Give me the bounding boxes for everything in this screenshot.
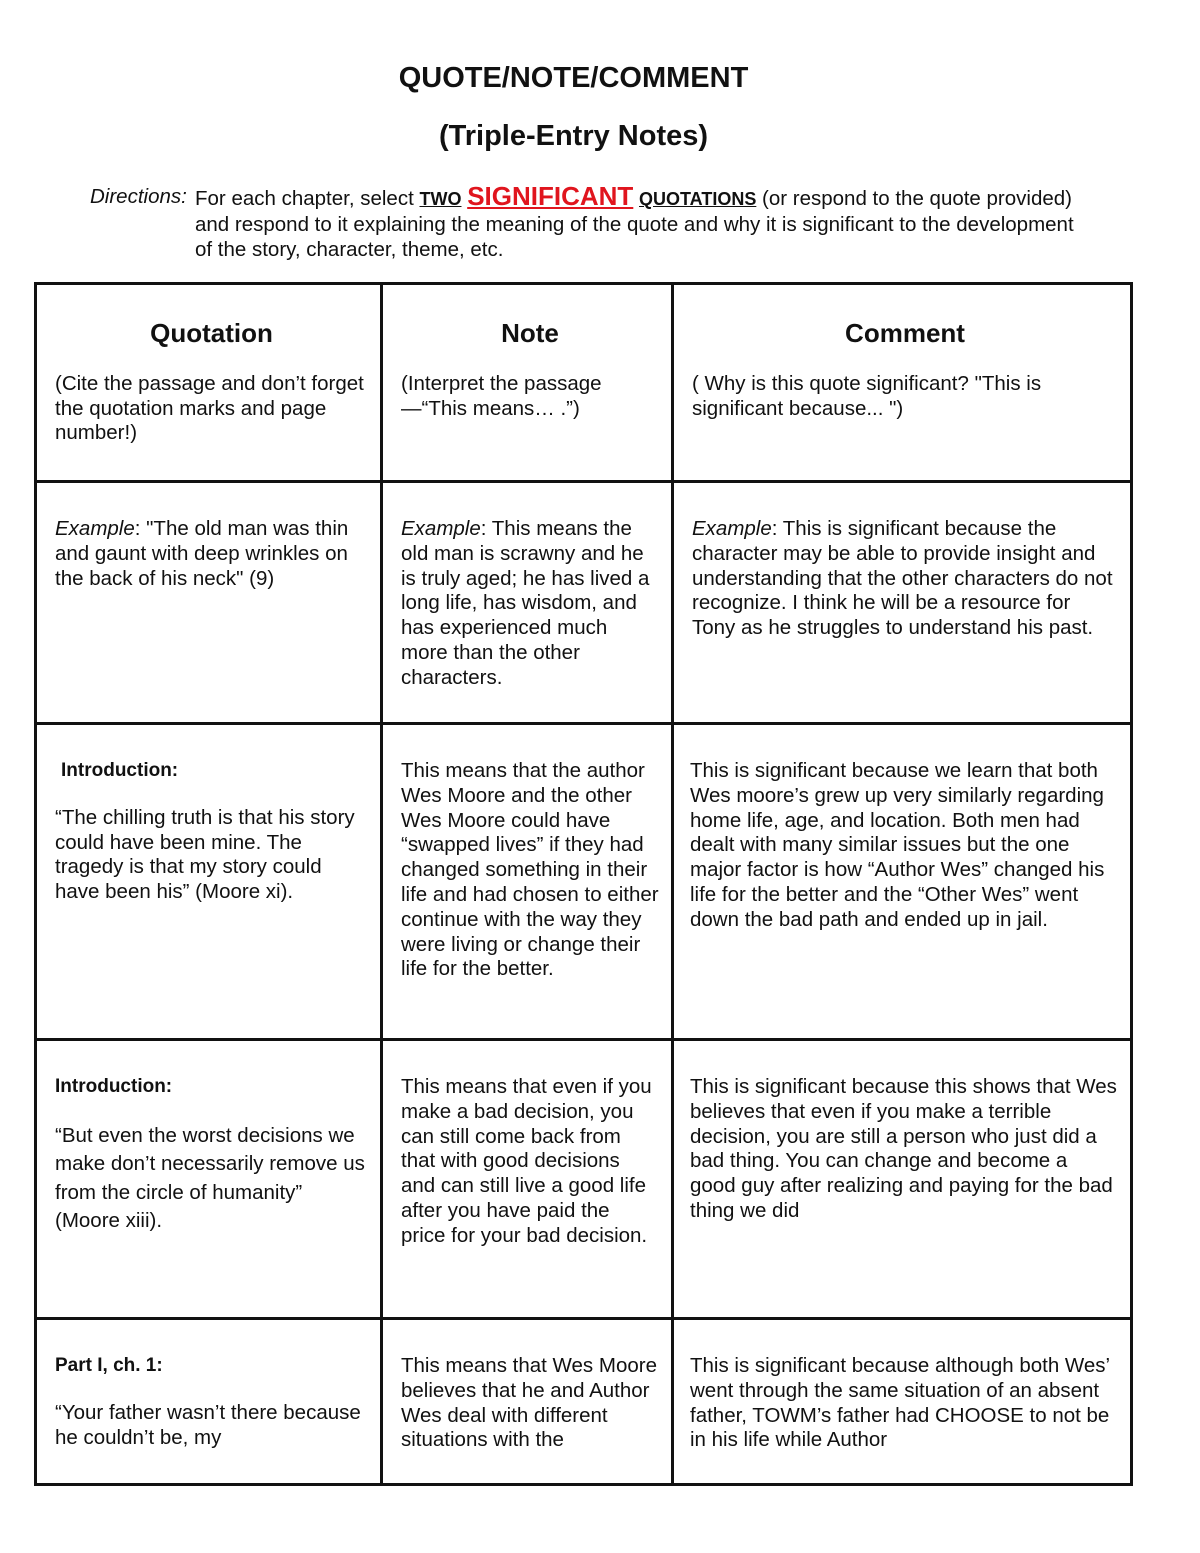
note-column-hint: (Interpret the passage —“This means… .”) bbox=[401, 371, 602, 420]
note-cell bbox=[382, 1040, 673, 1319]
directions-body bbox=[195, 181, 1075, 262]
note-cell bbox=[382, 724, 673, 1040]
note-column-title: Note bbox=[501, 318, 559, 348]
quotation-cell bbox=[36, 1040, 382, 1319]
triple-entry-table bbox=[34, 282, 1133, 1486]
section-label: Introduction: bbox=[55, 1076, 173, 1097]
table-row bbox=[36, 1040, 1132, 1319]
section-label: Introduction: bbox=[61, 760, 179, 781]
example-label: Example bbox=[401, 517, 481, 540]
example-comment: : This is significant because the character may be able to provide insight and understanding that the other characters do not recognize. I think he will be a resource for Tony as he struggles to understand his past. bbox=[692, 517, 1113, 640]
directions-significant: SIGNIFICANT bbox=[467, 181, 634, 211]
table-row bbox=[36, 724, 1132, 1040]
comment-cell bbox=[673, 1040, 1132, 1319]
comment-column-title: Comment bbox=[845, 318, 965, 348]
quotation-text: “But even the worst decisions we make don’t necessarily remove us from the circle of humanity” (Moore xiii). bbox=[55, 1123, 365, 1233]
example-label: Example bbox=[55, 517, 135, 540]
example-note-cell bbox=[382, 482, 673, 724]
example-quotation: : "The old man was thin and gaunt with deep wrinkles on the back of his neck" (9) bbox=[55, 517, 349, 590]
comment-cell bbox=[673, 724, 1132, 1040]
example-note: : This means the old man is scrawny and he is truly aged; he has lived a long life, has wisdom, and has experienced much more than the other characters. bbox=[401, 517, 650, 689]
comment-cell bbox=[673, 1319, 1132, 1485]
comment-column-hint: ( Why is this quote significant? "This is significant because... ") bbox=[692, 371, 1042, 420]
note-cell bbox=[382, 1319, 673, 1485]
section-label: Part I, ch. 1: bbox=[55, 1355, 163, 1376]
quotation-header-cell bbox=[36, 284, 382, 482]
quotation-cell bbox=[36, 724, 382, 1040]
example-quotation-cell bbox=[36, 482, 382, 724]
directions-text-before: For each chapter, select bbox=[195, 187, 420, 210]
comment-text: This is significant because this shows that Wes believes that even if you make a terrible decision, you are still a person who just did a bad thing. You can change and become a good guy after realizing and paying for the bad thing we did bbox=[690, 1075, 1117, 1222]
directions-two: TWO bbox=[419, 189, 462, 209]
comment-text: This is significant because we learn that both Wes moore’s grew up very similarly regarding home life, age, and location. Both men had dealt with many similar issues but the one major factor is how “Author Wes” changed his life for the better and the “Other Wes” went down the bad path and ended up in jail. bbox=[690, 759, 1105, 931]
directions-text-after: (or respond to the quote provided) and respond to it explaining the meaning of the quote and why it is significant to the development of the story, character, theme, etc. bbox=[195, 187, 1074, 261]
example-label: Example bbox=[692, 517, 772, 540]
quotation-column-hint: (Cite the passage and don’t forget the quotation marks and page number!) bbox=[55, 371, 364, 445]
quotation-column-title: Quotation bbox=[150, 318, 273, 348]
comment-text: This is significant because although both Wes’ went through the same situation of an absent father, TOWM’s father had CHOOSE to not be in his life while Author bbox=[690, 1354, 1110, 1452]
note-text: This means that Wes Moore believes that he and Author Wes deal with different situations with the bbox=[401, 1354, 657, 1452]
directions bbox=[90, 181, 1080, 261]
table-row bbox=[36, 1319, 1132, 1485]
header-row bbox=[36, 284, 1132, 482]
comment-header-cell bbox=[673, 284, 1132, 482]
quotation-text: “Your father wasn’t there because he couldn’t be, my bbox=[55, 1400, 361, 1449]
page-title: QUOTE/NOTE/COMMENT bbox=[398, 62, 749, 94]
example-comment-cell bbox=[673, 482, 1132, 724]
directions-label: Directions: bbox=[90, 185, 187, 208]
example-row bbox=[36, 482, 1132, 724]
note-text: This means that even if you make a bad decision, you can still come back from that with good decisions and can still live a good life after you have paid the price for your bad decision. bbox=[401, 1075, 652, 1247]
directions-quotations: QUOTATIONS bbox=[639, 189, 757, 209]
page-subtitle: (Triple-Entry Notes) bbox=[438, 120, 709, 152]
note-header-cell bbox=[382, 284, 673, 482]
quotation-cell bbox=[36, 1319, 382, 1485]
note-text: This means that the author Wes Moore and the other Wes Moore could have “swapped lives” if they had changed something in their life and had chosen to either continue with the way they were living or change their life for the better. bbox=[401, 759, 659, 981]
quotation-text: “The chilling truth is that his story could have been mine. The tragedy is that my story could have been his” (Moore xi). bbox=[55, 805, 355, 904]
